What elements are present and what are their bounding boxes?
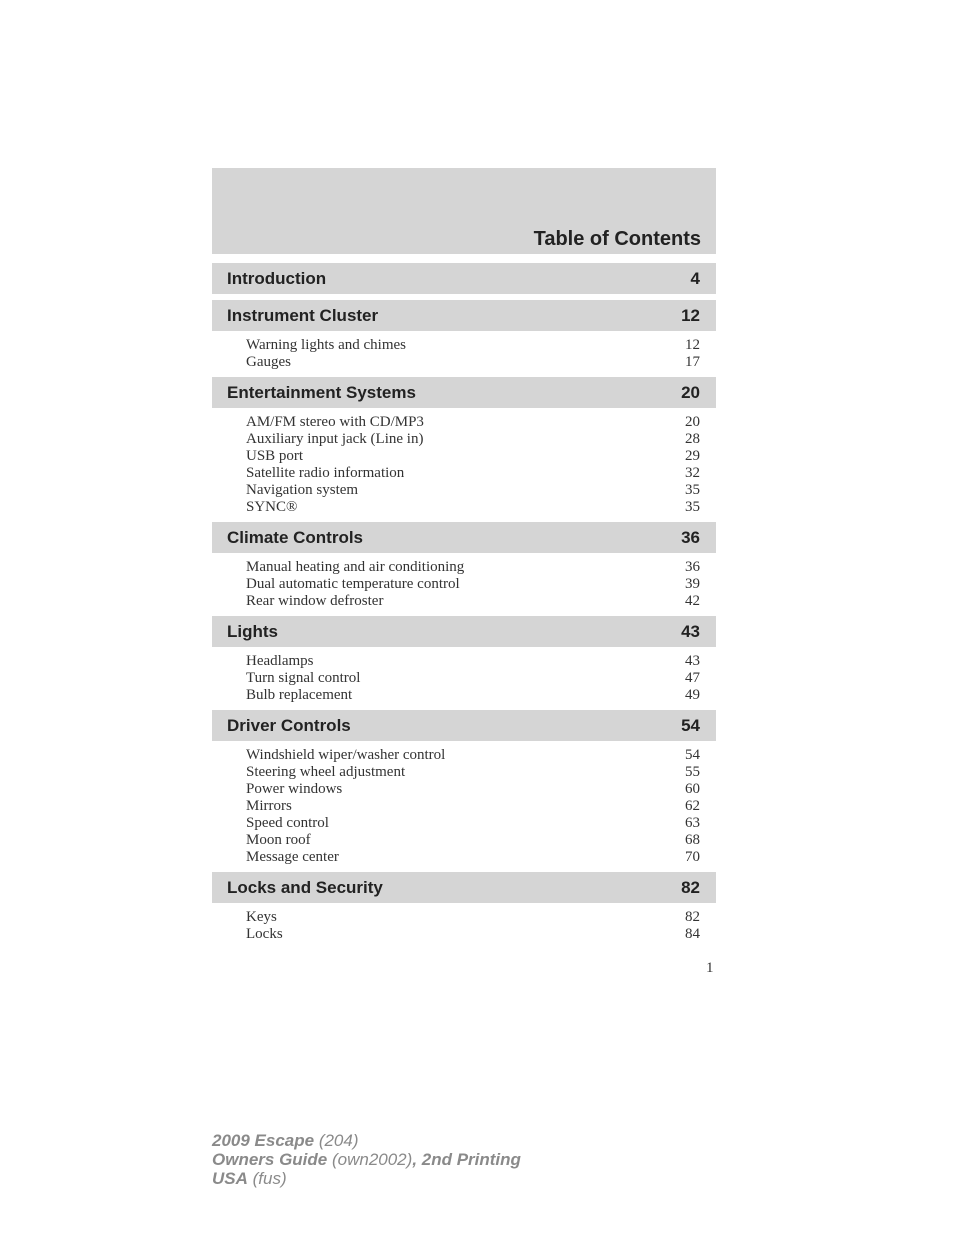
toc-entry-page: 17	[685, 354, 700, 370]
toc-entry-label: Auxiliary input jack (Line in)	[246, 431, 424, 447]
toc-entry-page: 47	[685, 670, 700, 686]
toc-entry-label: Manual heating and air conditioning	[246, 559, 465, 575]
section-header[interactable]	[212, 710, 716, 741]
toc-entry-page: 49	[685, 687, 700, 703]
section-page: 82	[681, 877, 700, 897]
toc-entry-page: 39	[685, 576, 700, 592]
section-page: 12	[681, 305, 700, 325]
section-items	[212, 903, 716, 949]
toc-entry-page: 82	[685, 909, 700, 925]
toc-entry[interactable]	[212, 670, 716, 687]
toc-entry[interactable]	[212, 576, 716, 593]
toc-entry-page: 35	[685, 499, 700, 515]
toc-entry-label: Gauges	[246, 354, 291, 370]
toc-entry[interactable]	[212, 849, 716, 866]
toc-entry-label: Warning lights and chimes	[246, 337, 407, 353]
section-title: Instrument Cluster	[227, 305, 379, 325]
section-title: Locks and Security	[227, 877, 383, 897]
toc-entry-page: 28	[685, 431, 700, 447]
header-banner	[212, 168, 716, 254]
toc-entry[interactable]	[212, 499, 716, 516]
page-number: 1	[706, 960, 714, 976]
toc-entry-page: 42	[685, 593, 700, 609]
section-page: 4	[690, 268, 700, 288]
toc-entry-page: 60	[685, 781, 700, 797]
footer-line-2: Owners Guide (own2002), 2nd Printing	[212, 1150, 521, 1169]
toc-entry[interactable]	[212, 815, 716, 832]
toc-entry-label: Steering wheel adjustment	[246, 764, 406, 780]
section-items	[212, 741, 716, 872]
section-title: Climate Controls	[227, 527, 364, 547]
toc-entry-page: 32	[685, 465, 700, 481]
toc-entry[interactable]	[212, 687, 716, 704]
section-items	[212, 553, 716, 616]
section-page: 54	[681, 715, 700, 735]
section-title: Lights	[227, 621, 278, 641]
section-header[interactable]	[212, 616, 716, 647]
toc-entry-page: 36	[685, 559, 700, 575]
toc-entry-label: Headlamps	[246, 653, 314, 669]
toc-entry[interactable]	[212, 559, 716, 576]
toc-entry-page: 70	[685, 849, 700, 865]
toc-entry-page: 68	[685, 832, 700, 848]
toc-entry[interactable]	[212, 593, 716, 610]
section-title: Entertainment Systems	[227, 382, 416, 402]
footer-line-1: 2009 Escape (204)	[212, 1131, 359, 1150]
footer-line-3: USA (fus)	[212, 1169, 287, 1188]
toc-entry-label: Speed control	[246, 815, 329, 831]
toc-entry[interactable]	[212, 431, 716, 448]
toc-entry[interactable]	[212, 764, 716, 781]
toc-entry-label: Dual automatic temperature control	[246, 576, 460, 592]
toc-entry-label: Windshield wiper/washer control	[246, 747, 446, 763]
toc-entry-label: Bulb replacement	[246, 687, 353, 703]
section-header[interactable]	[212, 872, 716, 903]
footer	[212, 1131, 521, 1188]
toc-entry[interactable]	[212, 653, 716, 670]
section-items	[212, 331, 716, 377]
section-title: Introduction	[227, 268, 327, 288]
toc-entry-page: 43	[685, 653, 700, 669]
toc-entry[interactable]	[212, 482, 716, 499]
section-header[interactable]	[212, 263, 716, 294]
toc-entry-label: Turn signal control	[246, 670, 361, 686]
toc-entry[interactable]	[212, 781, 716, 798]
toc-entry-label: USB port	[246, 448, 304, 464]
toc-entry-label: Keys	[246, 909, 277, 925]
toc-entry-label: Navigation system	[246, 482, 359, 498]
toc-entry[interactable]	[212, 832, 716, 849]
toc-entry-label: Satellite radio information	[246, 465, 405, 481]
section-page: 36	[681, 527, 700, 547]
toc-entry-label: SYNC®	[246, 499, 298, 515]
section-header[interactable]	[212, 300, 716, 331]
toc-entry-page: 84	[685, 926, 700, 942]
toc-entry[interactable]	[212, 414, 716, 431]
toc-entry-page: 12	[685, 337, 700, 353]
page-title: Table of Contents	[533, 228, 701, 250]
toc-entry[interactable]	[212, 448, 716, 465]
section-page: 20	[681, 382, 700, 402]
toc-entry-page: 62	[685, 798, 700, 814]
toc-entry[interactable]	[212, 926, 716, 943]
toc-entry[interactable]	[212, 337, 716, 354]
toc-entry-page: 29	[685, 448, 700, 464]
toc-entry-label: Power windows	[246, 781, 343, 797]
toc-entry-label: Locks	[246, 926, 283, 942]
section-items	[212, 647, 716, 710]
toc-entry[interactable]	[212, 909, 716, 926]
toc-entry-label: Rear window defroster	[246, 593, 384, 609]
toc-entry[interactable]	[212, 465, 716, 482]
toc-entry-page: 20	[685, 414, 700, 430]
toc-entry[interactable]	[212, 798, 716, 815]
toc-entry-label: Moon roof	[246, 832, 311, 848]
toc-entry-label: Mirrors	[246, 798, 292, 814]
section-header[interactable]	[212, 377, 716, 408]
toc-entry-page: 54	[685, 747, 700, 763]
toc-entry-label: Message center	[246, 849, 339, 865]
toc-entry-page: 63	[685, 815, 700, 831]
toc-entry[interactable]	[212, 354, 716, 371]
section-page: 43	[681, 621, 700, 641]
section-title: Driver Controls	[227, 715, 351, 735]
section-header[interactable]	[212, 522, 716, 553]
toc-entry-page: 55	[685, 764, 700, 780]
toc-entry-label: AM/FM stereo with CD/MP3	[246, 414, 424, 430]
toc-entry[interactable]	[212, 747, 716, 764]
table-of-contents	[212, 263, 716, 949]
toc-entry-page: 35	[685, 482, 700, 498]
section-items	[212, 408, 716, 522]
